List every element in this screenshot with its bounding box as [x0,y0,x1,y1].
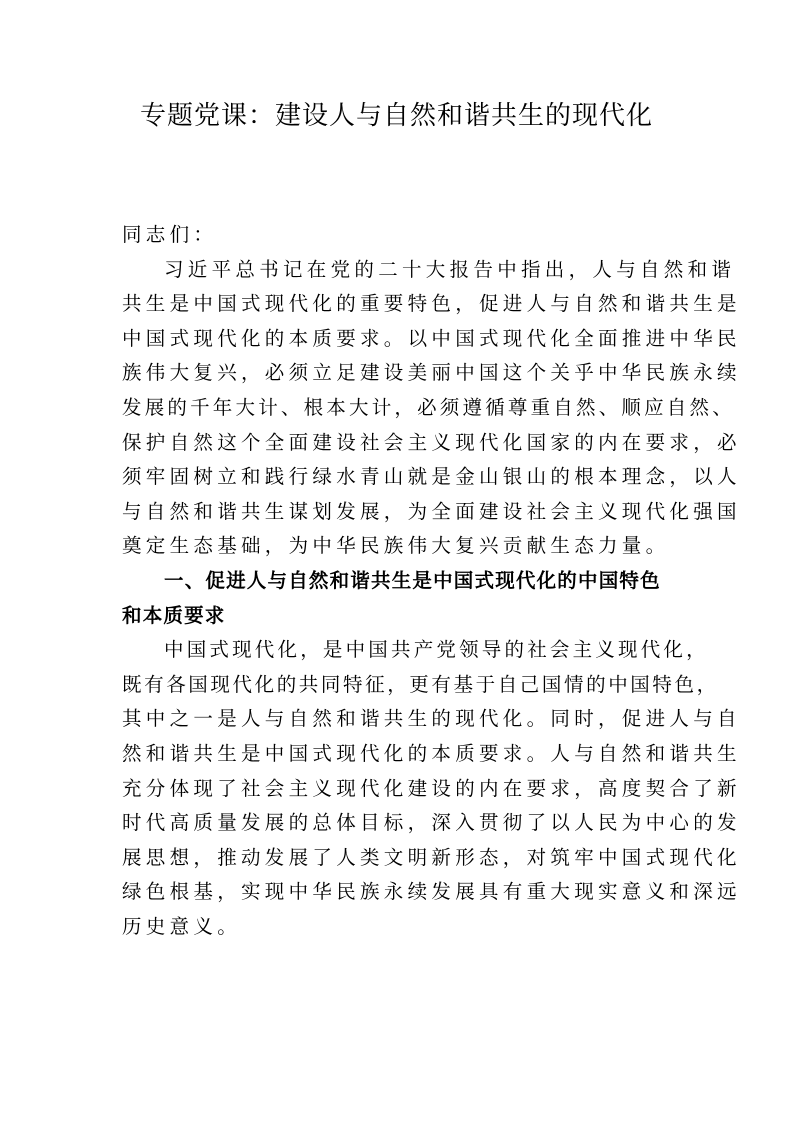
paragraph-line: 保护自然这个全面建设社会主义现代化国家的内在要求，必 [122,430,741,454]
paragraph-line: 展思想，推动发展了人类文明新形态，对筑牢中国式现代化 [122,845,741,869]
paragraph-line: 族伟大复兴，必须立足建设美丽中国这个关乎中华民族永续 [122,361,741,385]
paragraph-line: 共生是中国式现代化的重要特色，促进人与自然和谐共生是 [122,292,741,316]
paragraph-line: 历史意义。 [122,914,242,938]
paragraph-line: 发展的千年大计、根本大计，必须遵循尊重自然、顺应自然、 [122,395,735,419]
salutation: 同志们： [122,223,218,246]
paragraph-line: 中国式现代化，是中国共产党领导的社会主义现代化， [164,638,709,662]
paragraph-line: 其中之一是人与自然和谐共生的现代化。同时，促进人与自 [122,707,741,731]
paragraph-line: 须牢固树立和践行绿水青山就是金山银山的根本理念，以人 [122,465,741,489]
paragraph-line: 与自然和谐共生谋划发展，为全面建设社会主义现代化强国 [122,499,741,523]
intro-paragraph [122,253,741,564]
paragraph-line: 充分体现了社会主义现代化建设的内在要求，高度契合了新 [122,776,741,800]
paragraph-line: 绿色根基，实现中华民族永续发展具有重大现实意义和深远 [122,880,741,904]
paragraph-line: 奠定生态基础，为中华民族伟大复兴贡献生态力量。 [122,534,670,558]
section-1-paragraph [122,633,741,944]
document-body [122,218,741,944]
paragraph-line: 中国式现代化的本质要求。以中国式现代化全面推进中华民 [122,326,741,350]
paragraph-line: 然和谐共生是中国式现代化的本质要求。人与自然和谐共生 [122,741,741,765]
document-title: 专题党课：建设人与自然和谐共生的现代化 [139,101,653,131]
paragraph-line: 既有各国现代化的共同特征，更有基于自己国情的中国特色， [122,672,719,696]
section-heading-line: 和本质要求 [122,603,226,627]
paragraph-line: 习近平总书记在党的二十大报告中指出，人与自然和谐 [164,257,736,281]
paragraph-line: 时代高质量发展的总体目标，深入贯彻了以人民为中心的发 [122,811,741,835]
section-heading-line: 一、促进人与自然和谐共生是中国式现代化的中国特色 [164,568,661,592]
section-1-heading [122,564,682,633]
